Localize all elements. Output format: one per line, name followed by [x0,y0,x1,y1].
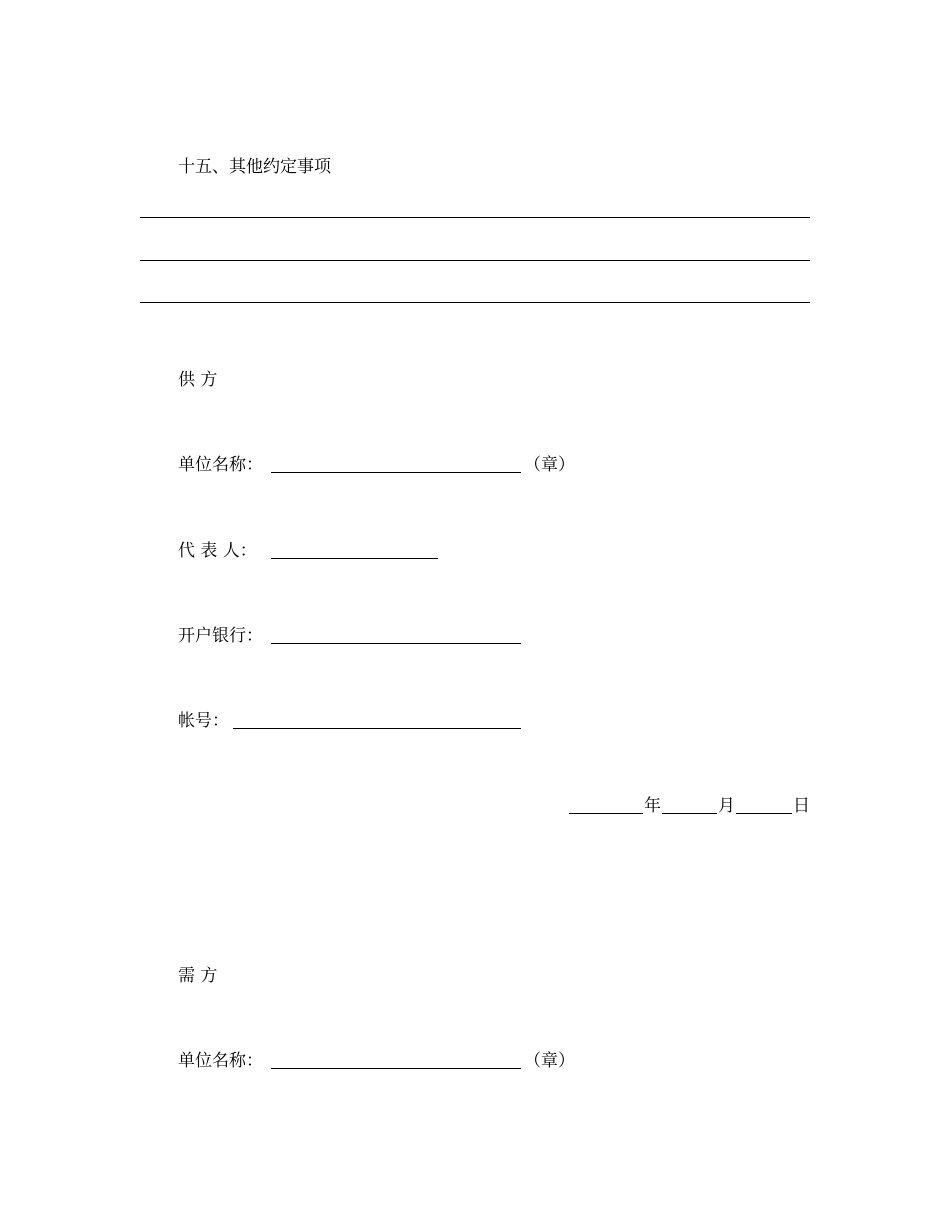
supplier-title: 供 方 [178,370,218,390]
section-heading: 十五、其他约定事项 [178,157,331,177]
supplier-seal-note: （章） [524,455,575,475]
other-items-line-2[interactable] [140,260,810,261]
date-month-field[interactable] [662,813,717,814]
buyer-seal-note: （章） [524,1051,575,1071]
date-year-field[interactable] [569,813,643,814]
buyer-unit-name-field[interactable] [271,1068,521,1069]
date-day-field[interactable] [736,813,792,814]
date-year-label: 年 [644,796,661,816]
other-items-line-1[interactable] [140,217,810,218]
buyer-unit-name-label: 单位名称： [178,1051,263,1071]
other-items-line-3[interactable] [140,302,810,303]
supplier-bank-label: 开户银行： [178,626,263,646]
supplier-unit-name-field[interactable] [271,472,521,473]
supplier-unit-name-label: 单位名称： [178,455,263,475]
supplier-bank-field[interactable] [271,643,521,644]
date-day-label: 日 [793,796,810,816]
supplier-account-field[interactable] [233,728,521,729]
supplier-representative-field[interactable] [271,558,438,559]
date-month-label: 月 [718,796,735,816]
supplier-account-label: 帐号： [178,711,229,731]
buyer-title: 需 方 [178,966,218,986]
supplier-representative-label: 代 表 人： [178,541,257,561]
